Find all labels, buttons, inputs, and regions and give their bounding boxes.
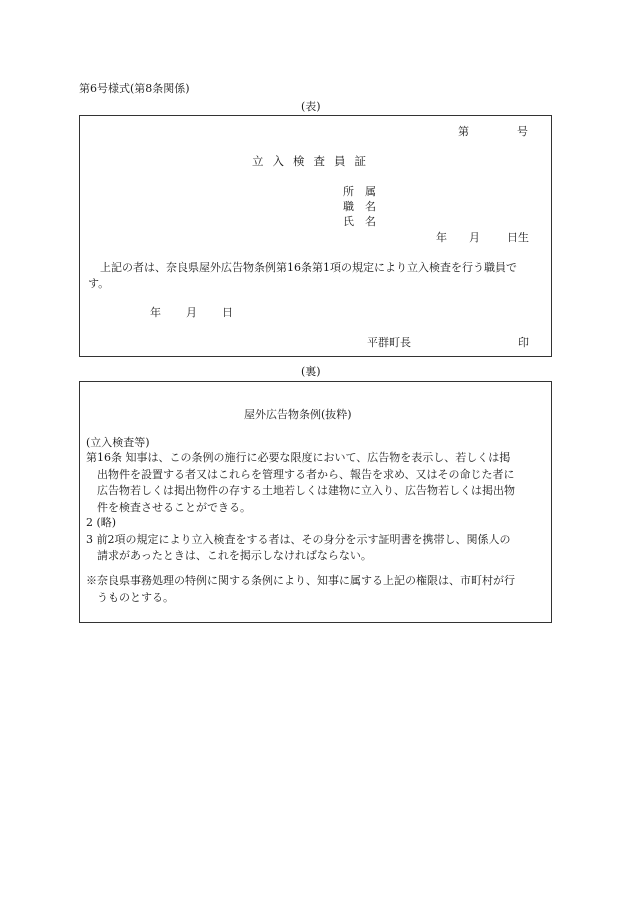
- number-label-prefix: 第: [458, 125, 469, 138]
- statement-line-2: す。: [88, 277, 110, 290]
- article-line: 第16条 知事は、この条例の施行に必要な限度において、広告物を表示し、若しくは掲: [86, 451, 511, 464]
- back-side-label: (裏): [301, 365, 321, 378]
- position-label: 職名: [343, 200, 387, 213]
- article-line: 出物件を設置する者又はこれらを管理する者から、報告を求め、又はその命じた者に: [97, 467, 515, 481]
- article-line: 広告物若しくは掲出物件の存する土地若しくは建物に立入り、広告物若しくは掲出物: [97, 484, 515, 497]
- item-3-line: 3 前2項の規定により立入検査をする者は、その身分を示す証明書を携帯し、関係人の: [86, 532, 511, 546]
- front-card: [79, 115, 552, 357]
- article-heading: (立入検査等): [86, 436, 150, 449]
- excerpt-title: 屋外広告物条例(抜粋): [244, 408, 352, 421]
- card-title: 立入検査員証: [252, 154, 375, 168]
- birth-day: 日生: [507, 231, 529, 244]
- issuer-name: 平群町長: [367, 336, 411, 349]
- issue-year: 年: [150, 306, 161, 319]
- form-number: 第6号様式(第8条関係): [79, 82, 190, 95]
- article-line: 件を検査させることができる。: [97, 500, 251, 514]
- statement-line-1: 上記の者は、奈良県屋外広告物条例第16条第1項の規定により立入検査を行う職員で: [100, 261, 517, 274]
- issue-day: 日: [222, 306, 233, 319]
- number-label-suffix: 号: [517, 125, 528, 138]
- item-2: 2 (略): [86, 516, 117, 529]
- back-card: [79, 381, 552, 623]
- note-line: うものとする。: [97, 590, 174, 604]
- issue-month: 月: [186, 306, 197, 319]
- note-line: ※奈良県事務処理の特例に関する条例により、知事に属する上記の権限は、市町村が行: [86, 574, 515, 587]
- name-label: 氏名: [343, 215, 387, 228]
- item-3-line: 請求があったときは、これを掲示しなければならない。: [97, 549, 372, 562]
- front-side-label: (表): [301, 100, 321, 113]
- birth-year: 年: [436, 231, 447, 244]
- seal-mark: 印: [518, 336, 529, 349]
- affiliation-label: 所属: [343, 185, 387, 198]
- birth-month: 月: [469, 231, 480, 244]
